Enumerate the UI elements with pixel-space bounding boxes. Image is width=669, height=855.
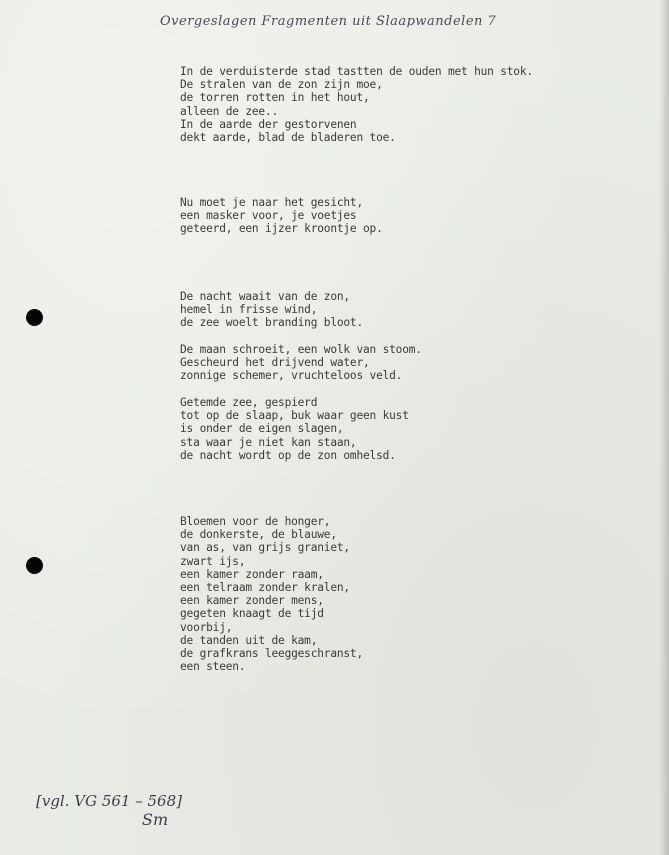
poem-line: de donkerste, de blauwe, [180, 528, 337, 542]
stanza-2 [180, 196, 383, 236]
poem-line: gegeten knaagt de tijd [180, 607, 324, 621]
poem-line: alleen de zee.. [180, 104, 279, 118]
page-edge-shadow [659, 0, 669, 855]
poem-line: de tanden uit de kam, [180, 633, 318, 647]
poem-line: een steen. [180, 660, 246, 674]
poem-line: de zee woelt branding bloot. [180, 316, 363, 330]
poem-line: zonnige schemer, vruchteloos veld. [180, 369, 403, 383]
stanza-3 [180, 290, 363, 330]
archive-reference: [vgl. VG 561 – 568] [36, 792, 182, 810]
poem-line: De nacht waait van de zon, [180, 290, 350, 303]
poem-line: van as, van grijs graniet, [180, 541, 350, 555]
archivist-initials: Sm [142, 810, 169, 829]
poem-line: is onder de eigen slagen, [180, 422, 344, 436]
poem-line: hemel in frisse wind, [180, 303, 318, 317]
poem-line: voorbij, [180, 620, 233, 634]
handwritten-margin-note [36, 792, 182, 829]
punch-hole-upper [26, 309, 43, 326]
poem-line: Bloemen voor de honger, [180, 515, 331, 528]
poem-line: In de verduisterde stad tastten de ouden met hun stok. [180, 65, 533, 78]
poem-line: een masker voor, je voetjes [180, 209, 357, 223]
poem-line: sta waar je niet kan staan, [180, 435, 357, 449]
poem-line: De maan schroeit, een wolk van stoom. [180, 343, 422, 356]
poem-line: geteerd, een ijzer kroontje op. [180, 222, 383, 236]
stanza-4 [180, 343, 422, 383]
punch-hole-lower [26, 557, 43, 574]
poem-line: zwart ijs, [180, 554, 246, 568]
poem-line: dekt aarde, blad de bladeren toe. [180, 131, 396, 145]
handwritten-header-note: Overgeslagen Fragmenten uit Slaapwandelen 7 [160, 14, 497, 29]
poem-line: een telraam zonder kralen, [180, 581, 350, 595]
poem-line: de torren rotten in het hout, [180, 91, 370, 105]
poem-line: tot op de slaap, buk waar geen kust [180, 409, 409, 423]
stanza-6 [180, 515, 363, 673]
poem-line: De stralen van de zon zijn moe, [180, 78, 383, 92]
poem-line: een kamer zonder raam, [180, 567, 324, 581]
poem-line: In de aarde der gestorvenen [180, 117, 357, 131]
poem-line: de nacht wordt op de zon omhelsd. [180, 448, 396, 462]
poem-line: Getemde zee, gespierd [180, 396, 318, 409]
stanza-5 [180, 396, 409, 462]
poem-line: Gescheurd het drijvend water, [180, 356, 370, 370]
stanza-1 [180, 65, 533, 144]
poem-line: Nu moet je naar het gesicht, [180, 196, 363, 209]
poem-line: de grafkrans leeggeschranst, [180, 647, 363, 661]
poem-line: een kamer zonder mens, [180, 594, 324, 608]
